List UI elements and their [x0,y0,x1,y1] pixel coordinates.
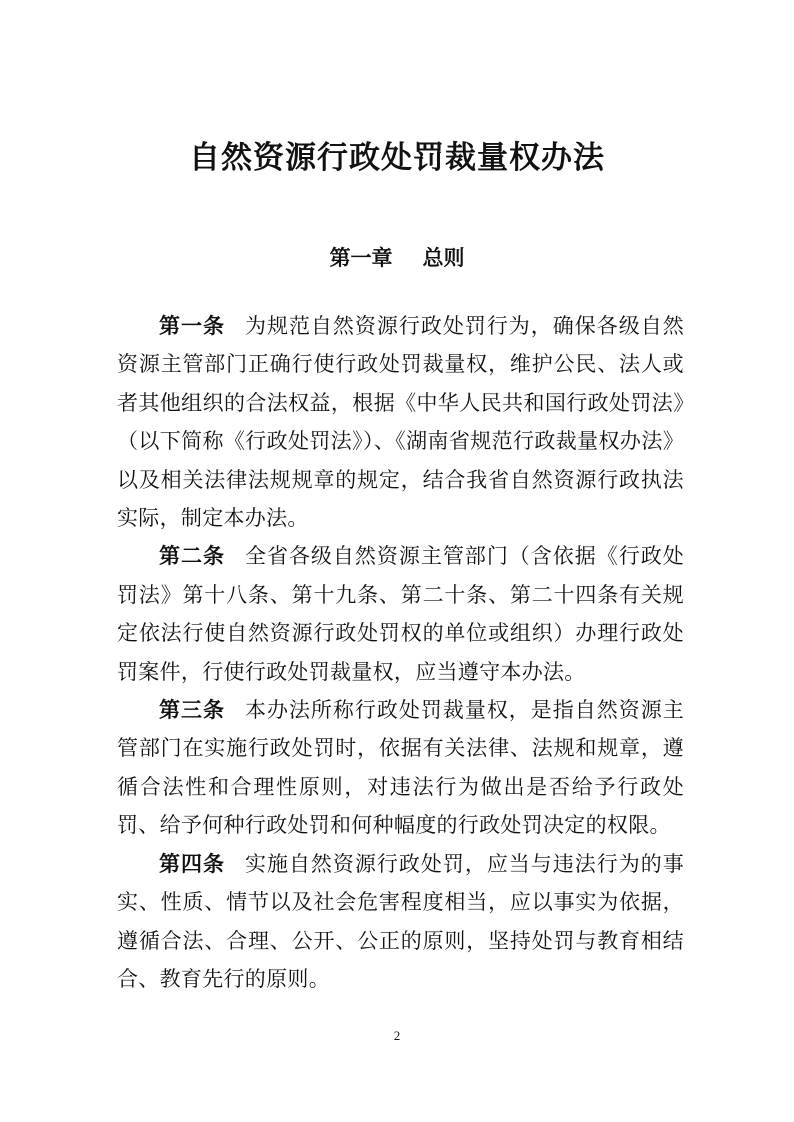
article-list [117,307,684,998]
document-title: 自然资源行政处罚裁量权办法 [189,140,605,176]
article-1 [117,307,684,537]
article-text: 实施自然资源行政处罚，应当与违法行为的事实、性质、情节以及社会危害程度相当，应以事实为依据，遵循合法、合理、公开、公正的原则，坚持处罚与教育相结合、教育先行的原则。 [117,851,685,991]
chapter-number: 第一章 [329,246,393,270]
article-2 [117,537,684,691]
chapter-name: 总则 [422,246,465,270]
article-3 [117,691,684,845]
article-4 [117,845,684,999]
article-text: 本办法所称行政处罚裁量权，是指自然资源主管部门在实施行政处罚时，依据有关法律、法规和规章，遵循合法性和合理性原则，对违法行为做出是否给予行政处罚、给予何种行政处罚和何种幅度的行政处罚决定的权限。 [117,698,685,838]
article-number: 第三条 [159,698,225,723]
article-number: 第一条 [159,314,225,338]
article-text: 为规范自然资源行政处罚行为，确保各级自然资源主管部门正确行使行政处罚裁量权，维护公民、法人或者其他组织的合法权益，根据《中华人民共和国行政处罚法》（以下简称《行政处罚法》）、《湖南省规范行政裁量权办法》以及相关法律法规规章的规定，结合我省自然资源行政执法实际，制定本办法。 [117,314,685,531]
article-number: 第二条 [159,544,225,569]
page-number: 2 [393,1028,401,1043]
article-text: 全省各级自然资源主管部门（含依据《行政处罚法》第十八条、第十九条、第二十条、第二十四条有关规定依法行使自然资源行政处罚权的单位或组织）办理行政处罚案件，行使行政处罚裁量权，应当遵守本办法。 [117,544,685,684]
chapter-heading [0,243,794,273]
article-number: 第四条 [159,851,225,876]
